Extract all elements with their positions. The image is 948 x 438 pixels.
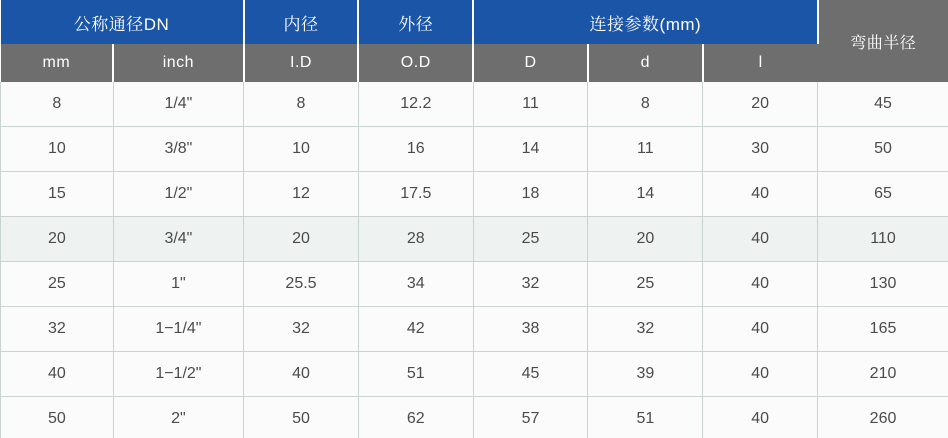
cell-l: 40	[703, 397, 818, 438]
cell-bend-radius: 110	[818, 217, 948, 262]
group-header-inner-diameter: 内径	[244, 0, 359, 44]
group-header-outer-diameter: 外径	[358, 0, 473, 44]
cell-dn-mm: 8	[1, 82, 114, 127]
cell-bend-radius: 165	[818, 307, 948, 352]
cell-dn-mm: 10	[1, 127, 114, 172]
sub-header-l: l	[703, 44, 818, 82]
cell-d-lower: 32	[588, 307, 703, 352]
cell-id: 20	[244, 217, 359, 262]
cell-dn-mm: 40	[1, 352, 114, 397]
cell-l: 40	[703, 217, 818, 262]
group-header-connection-params: 连接参数(mm)	[473, 0, 817, 44]
cell-od: 28	[358, 217, 473, 262]
group-header-row	[1, 0, 948, 44]
cell-l: 40	[703, 352, 818, 397]
cell-d-upper: 14	[473, 127, 588, 172]
cell-id: 12	[244, 172, 359, 217]
cell-d-upper: 32	[473, 262, 588, 307]
cell-id: 32	[244, 307, 359, 352]
cell-od: 51	[358, 352, 473, 397]
sub-header-id: I.D	[244, 44, 359, 82]
cell-d-lower: 8	[588, 82, 703, 127]
cell-bend-radius: 210	[818, 352, 948, 397]
cell-od: 12.2	[358, 82, 473, 127]
group-header-nominal-diameter: 公称通径DN	[1, 0, 244, 44]
cell-d-lower: 25	[588, 262, 703, 307]
table-row	[1, 82, 948, 127]
sub-header-d-upper: D	[473, 44, 588, 82]
cell-dn-inch: 1−1/2"	[113, 352, 243, 397]
cell-l: 30	[703, 127, 818, 172]
cell-od: 42	[358, 307, 473, 352]
sub-header-row	[1, 44, 948, 82]
cell-l: 20	[703, 82, 818, 127]
cell-d-upper: 45	[473, 352, 588, 397]
cell-d-lower: 39	[588, 352, 703, 397]
cell-dn-inch: 1−1/4"	[113, 307, 243, 352]
cell-dn-inch: 1/4"	[113, 82, 243, 127]
cell-l: 40	[703, 172, 818, 217]
table-row	[1, 352, 948, 397]
cell-od: 17.5	[358, 172, 473, 217]
cell-d-lower: 14	[588, 172, 703, 217]
cell-id: 8	[244, 82, 359, 127]
table-header	[1, 0, 948, 82]
cell-d-lower: 20	[588, 217, 703, 262]
cell-id: 10	[244, 127, 359, 172]
cell-d-upper: 38	[473, 307, 588, 352]
sub-header-mm: mm	[1, 44, 114, 82]
cell-dn-inch: 2"	[113, 397, 243, 438]
cell-d-upper: 25	[473, 217, 588, 262]
sub-header-inch: inch	[113, 44, 243, 82]
group-header-bend-radius: 弯曲半径	[818, 0, 948, 82]
cell-d-upper: 18	[473, 172, 588, 217]
cell-od: 62	[358, 397, 473, 438]
cell-dn-inch: 1/2"	[113, 172, 243, 217]
cell-dn-mm: 25	[1, 262, 114, 307]
cell-bend-radius: 65	[818, 172, 948, 217]
cell-od: 16	[358, 127, 473, 172]
cell-dn-mm: 15	[1, 172, 114, 217]
cell-dn-inch: 1"	[113, 262, 243, 307]
cell-dn-inch: 3/8"	[113, 127, 243, 172]
cell-id: 50	[244, 397, 359, 438]
cell-d-lower: 51	[588, 397, 703, 438]
cell-dn-inch: 3/4"	[113, 217, 243, 262]
cell-od: 34	[358, 262, 473, 307]
table-row	[1, 397, 948, 438]
cell-d-lower: 11	[588, 127, 703, 172]
table-row	[1, 307, 948, 352]
cell-d-upper: 57	[473, 397, 588, 438]
cell-bend-radius: 45	[818, 82, 948, 127]
cell-bend-radius: 130	[818, 262, 948, 307]
table-row	[1, 262, 948, 307]
cell-dn-mm: 20	[1, 217, 114, 262]
table-row	[1, 127, 948, 172]
cell-d-upper: 11	[473, 82, 588, 127]
cell-bend-radius: 50	[818, 127, 948, 172]
cell-id: 25.5	[244, 262, 359, 307]
cell-l: 40	[703, 307, 818, 352]
table-row	[1, 172, 948, 217]
sub-header-d-lower: d	[588, 44, 703, 82]
table-body	[1, 82, 948, 438]
cell-dn-mm: 50	[1, 397, 114, 438]
table-row	[1, 217, 948, 262]
cell-dn-mm: 32	[1, 307, 114, 352]
cell-l: 40	[703, 262, 818, 307]
cell-bend-radius: 260	[818, 397, 948, 438]
cell-id: 40	[244, 352, 359, 397]
sub-header-od: O.D	[358, 44, 473, 82]
